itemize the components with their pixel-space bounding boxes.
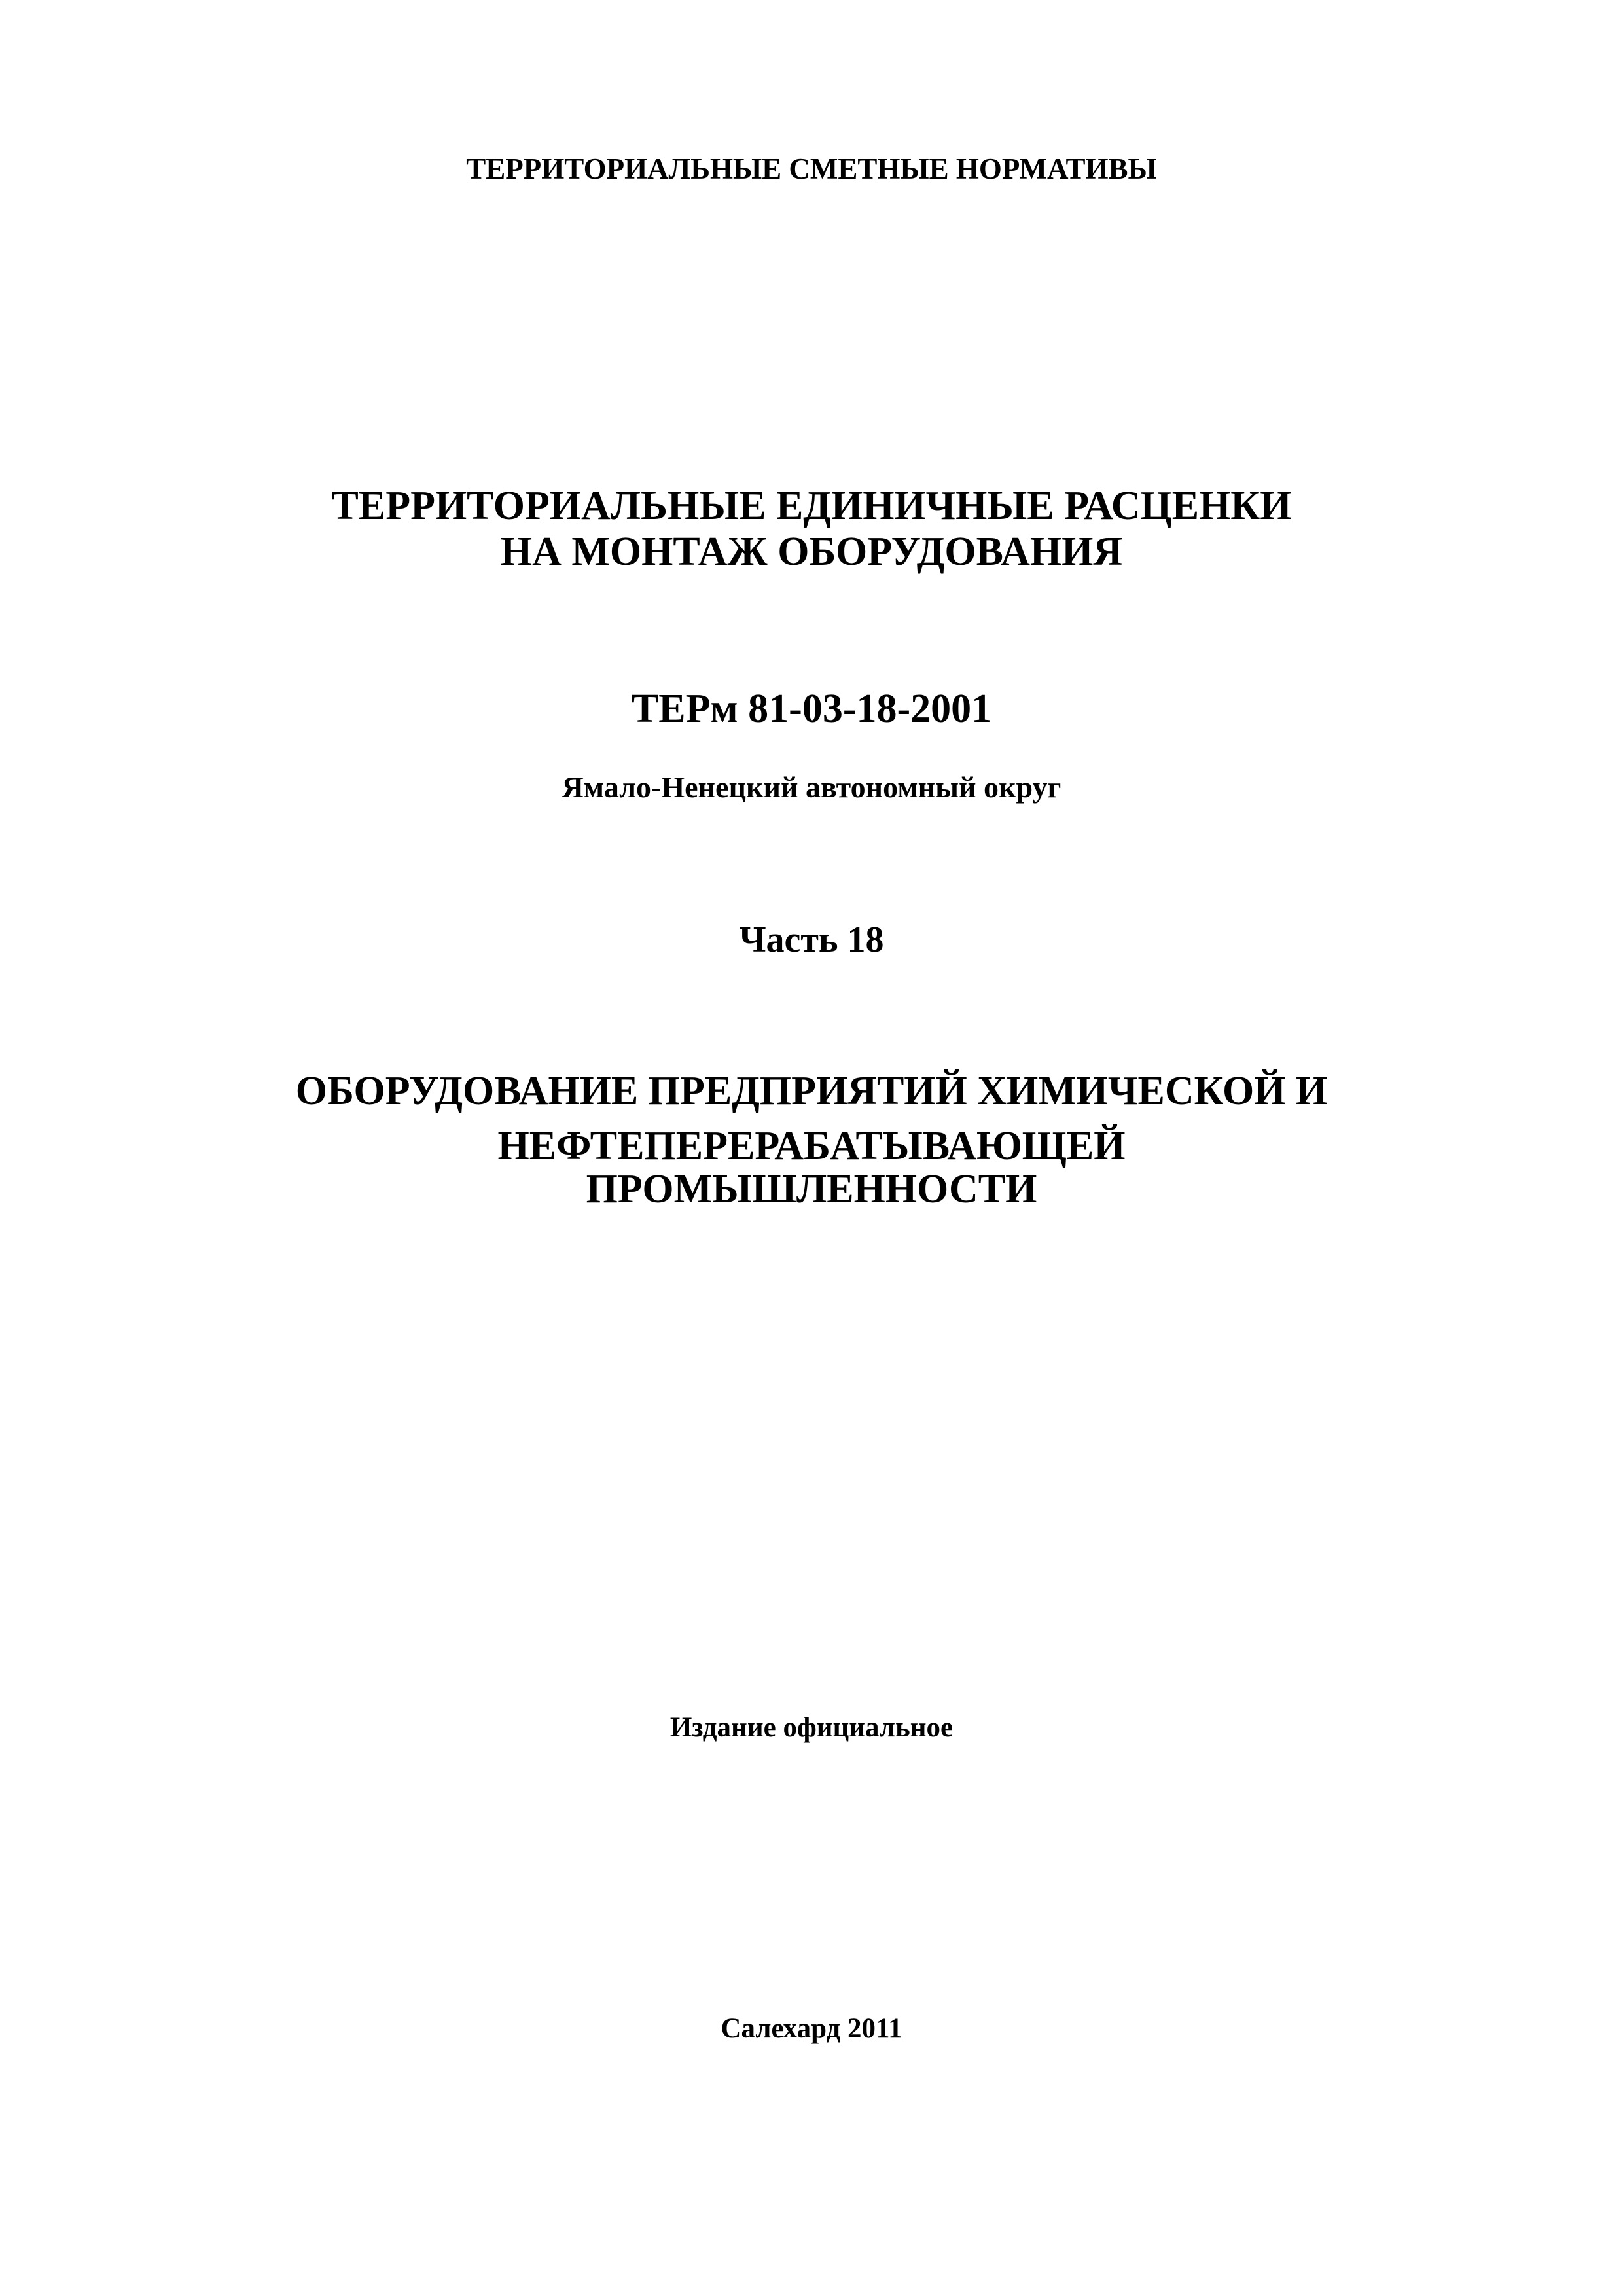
publication-imprint: Салехард 2011 — [721, 2013, 902, 2044]
region-name: Ямало-Ненецкий автономный округ — [562, 770, 1061, 804]
part-subject-line-2: НЕФТЕПЕРЕРАБАТЫВАЮЩЕЙ — [497, 1124, 1126, 1168]
edition-note: Издание официальное — [669, 1712, 954, 1743]
part-subject-line-1: ОБОРУДОВАНИЕ ПРЕДПРИЯТИЙ ХИМИЧЕСКОЙ И — [295, 1069, 1328, 1113]
part-subject-line-3: ПРОМЫШЛЕННОСТИ — [586, 1167, 1037, 1211]
document-code: ТЕРм 81-03-18-2001 — [631, 687, 992, 731]
series-header: ТЕРРИТОРИАЛЬНЫЕ СМЕТНЫЕ НОРМАТИВЫ — [466, 152, 1157, 185]
part-number: Часть 18 — [739, 920, 884, 960]
document-title-line-1: ТЕРРИТОРИАЛЬНЫЕ ЕДИНИЧНЫЕ РАСЦЕНКИ — [331, 484, 1292, 528]
document-title-line-2: НА МОНТАЖ ОБОРУДОВАНИЯ — [500, 529, 1123, 574]
